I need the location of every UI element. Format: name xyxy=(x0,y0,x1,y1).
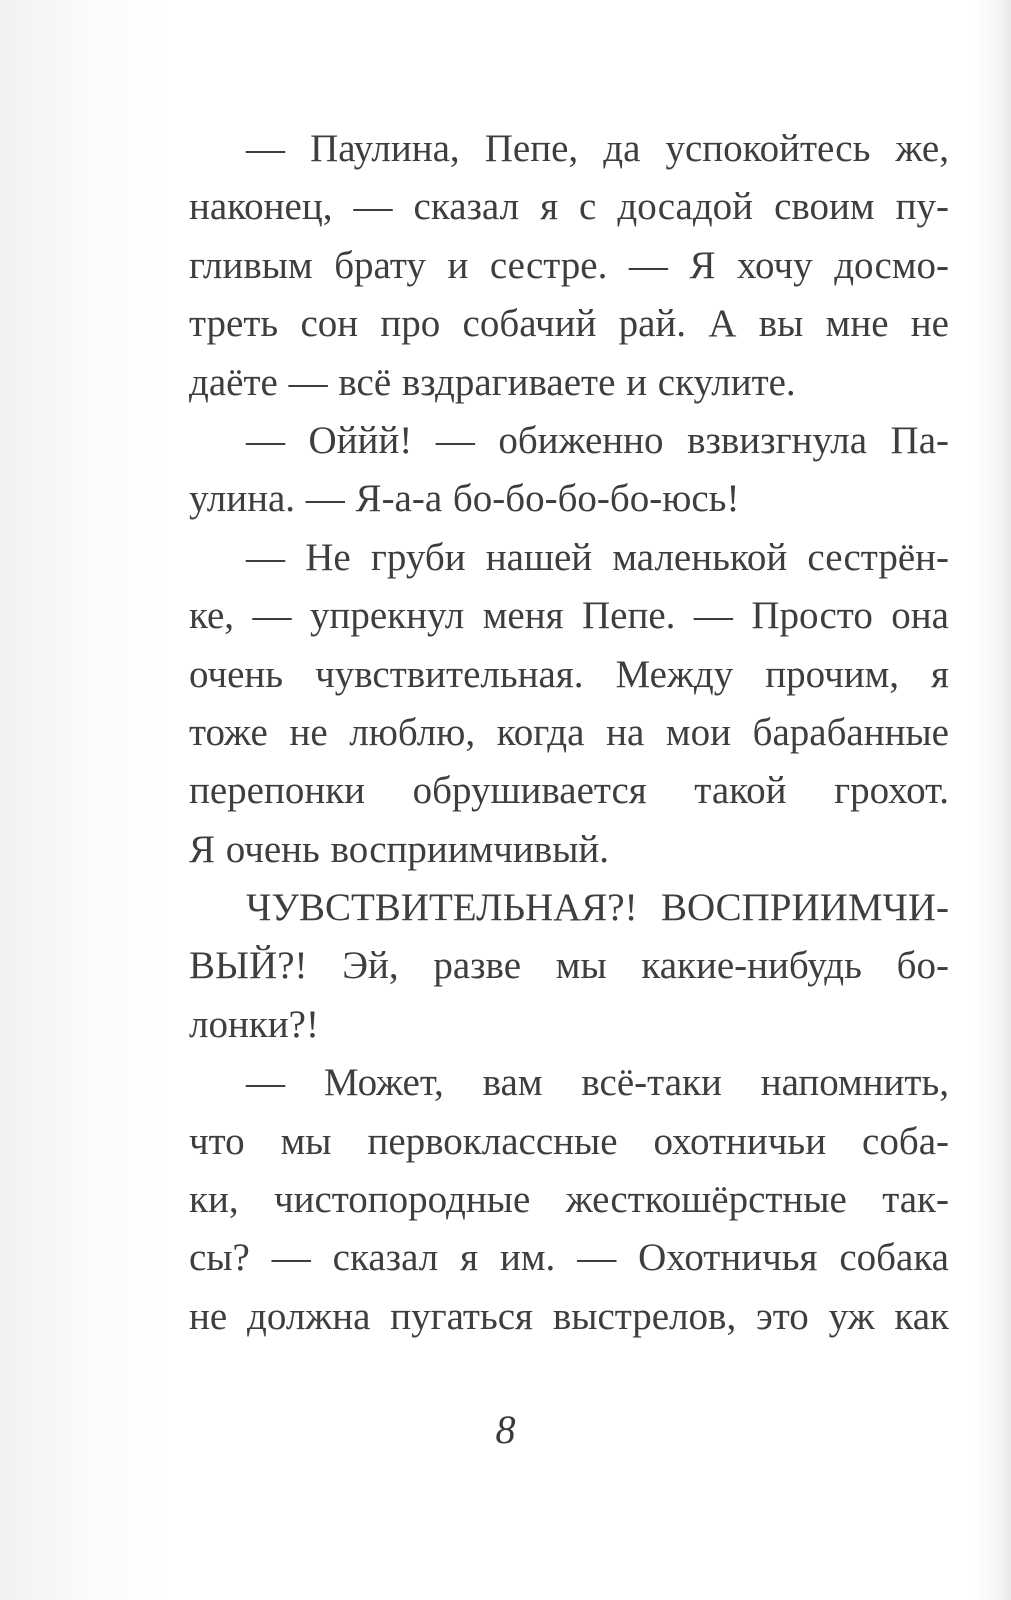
text-line: что мы первоклассные охотничьи соба- xyxy=(189,1119,949,1163)
text-line: сы? — сказал я им. — Охотничья собака xyxy=(189,1236,949,1280)
text-line: наконец, — сказал я с досадой своим пу- xyxy=(189,185,949,229)
page-number: 8 xyxy=(495,1407,516,1452)
text-line: ЧУВСТВИТЕЛЬНАЯ?! ВОСПРИИМЧИ- xyxy=(246,886,949,930)
text-line: не должна пугаться выстрелов, это уж как xyxy=(189,1294,949,1338)
text-line: треть сон про собачий рай. А вы мне не xyxy=(189,302,949,346)
text-line: улина. — Я-а-а бо-бо-бо-бо-юсь! xyxy=(189,477,740,521)
text-line: — Может, вам всё-таки напомнить, xyxy=(246,1061,949,1105)
body-text xyxy=(189,120,949,1346)
text-line: ки, чистопородные жесткошёрстные так- xyxy=(189,1178,949,1222)
text-line: перепонки обрушивается такой грохот. xyxy=(189,769,949,813)
text-line: — Не груби нашей маленькой сестрён- xyxy=(246,535,949,579)
text-line: Я очень восприимчивый. xyxy=(189,827,610,871)
text-line: лонки?! xyxy=(189,1002,319,1046)
text-line: ВЫЙ?! Эй, разве мы какие-нибудь бо- xyxy=(189,944,949,988)
text-line: гливым брату и сестре. — Я хочу досмо- xyxy=(189,243,949,287)
text-line: тоже не люблю, когда на мои барабанные xyxy=(189,710,949,754)
text-line: очень чувствительная. Между прочим, я xyxy=(189,652,949,696)
text-line: даёте — всё вздрагиваете и скулите. xyxy=(189,360,796,404)
text-line: ке, — упрекнул меня Пепе. — Просто она xyxy=(189,594,949,638)
text-line: — Оййй! — обиженно взвизгнула Па- xyxy=(246,418,949,462)
text-line: — Паулина, Пепе, да успокойтесь же, xyxy=(246,127,949,170)
